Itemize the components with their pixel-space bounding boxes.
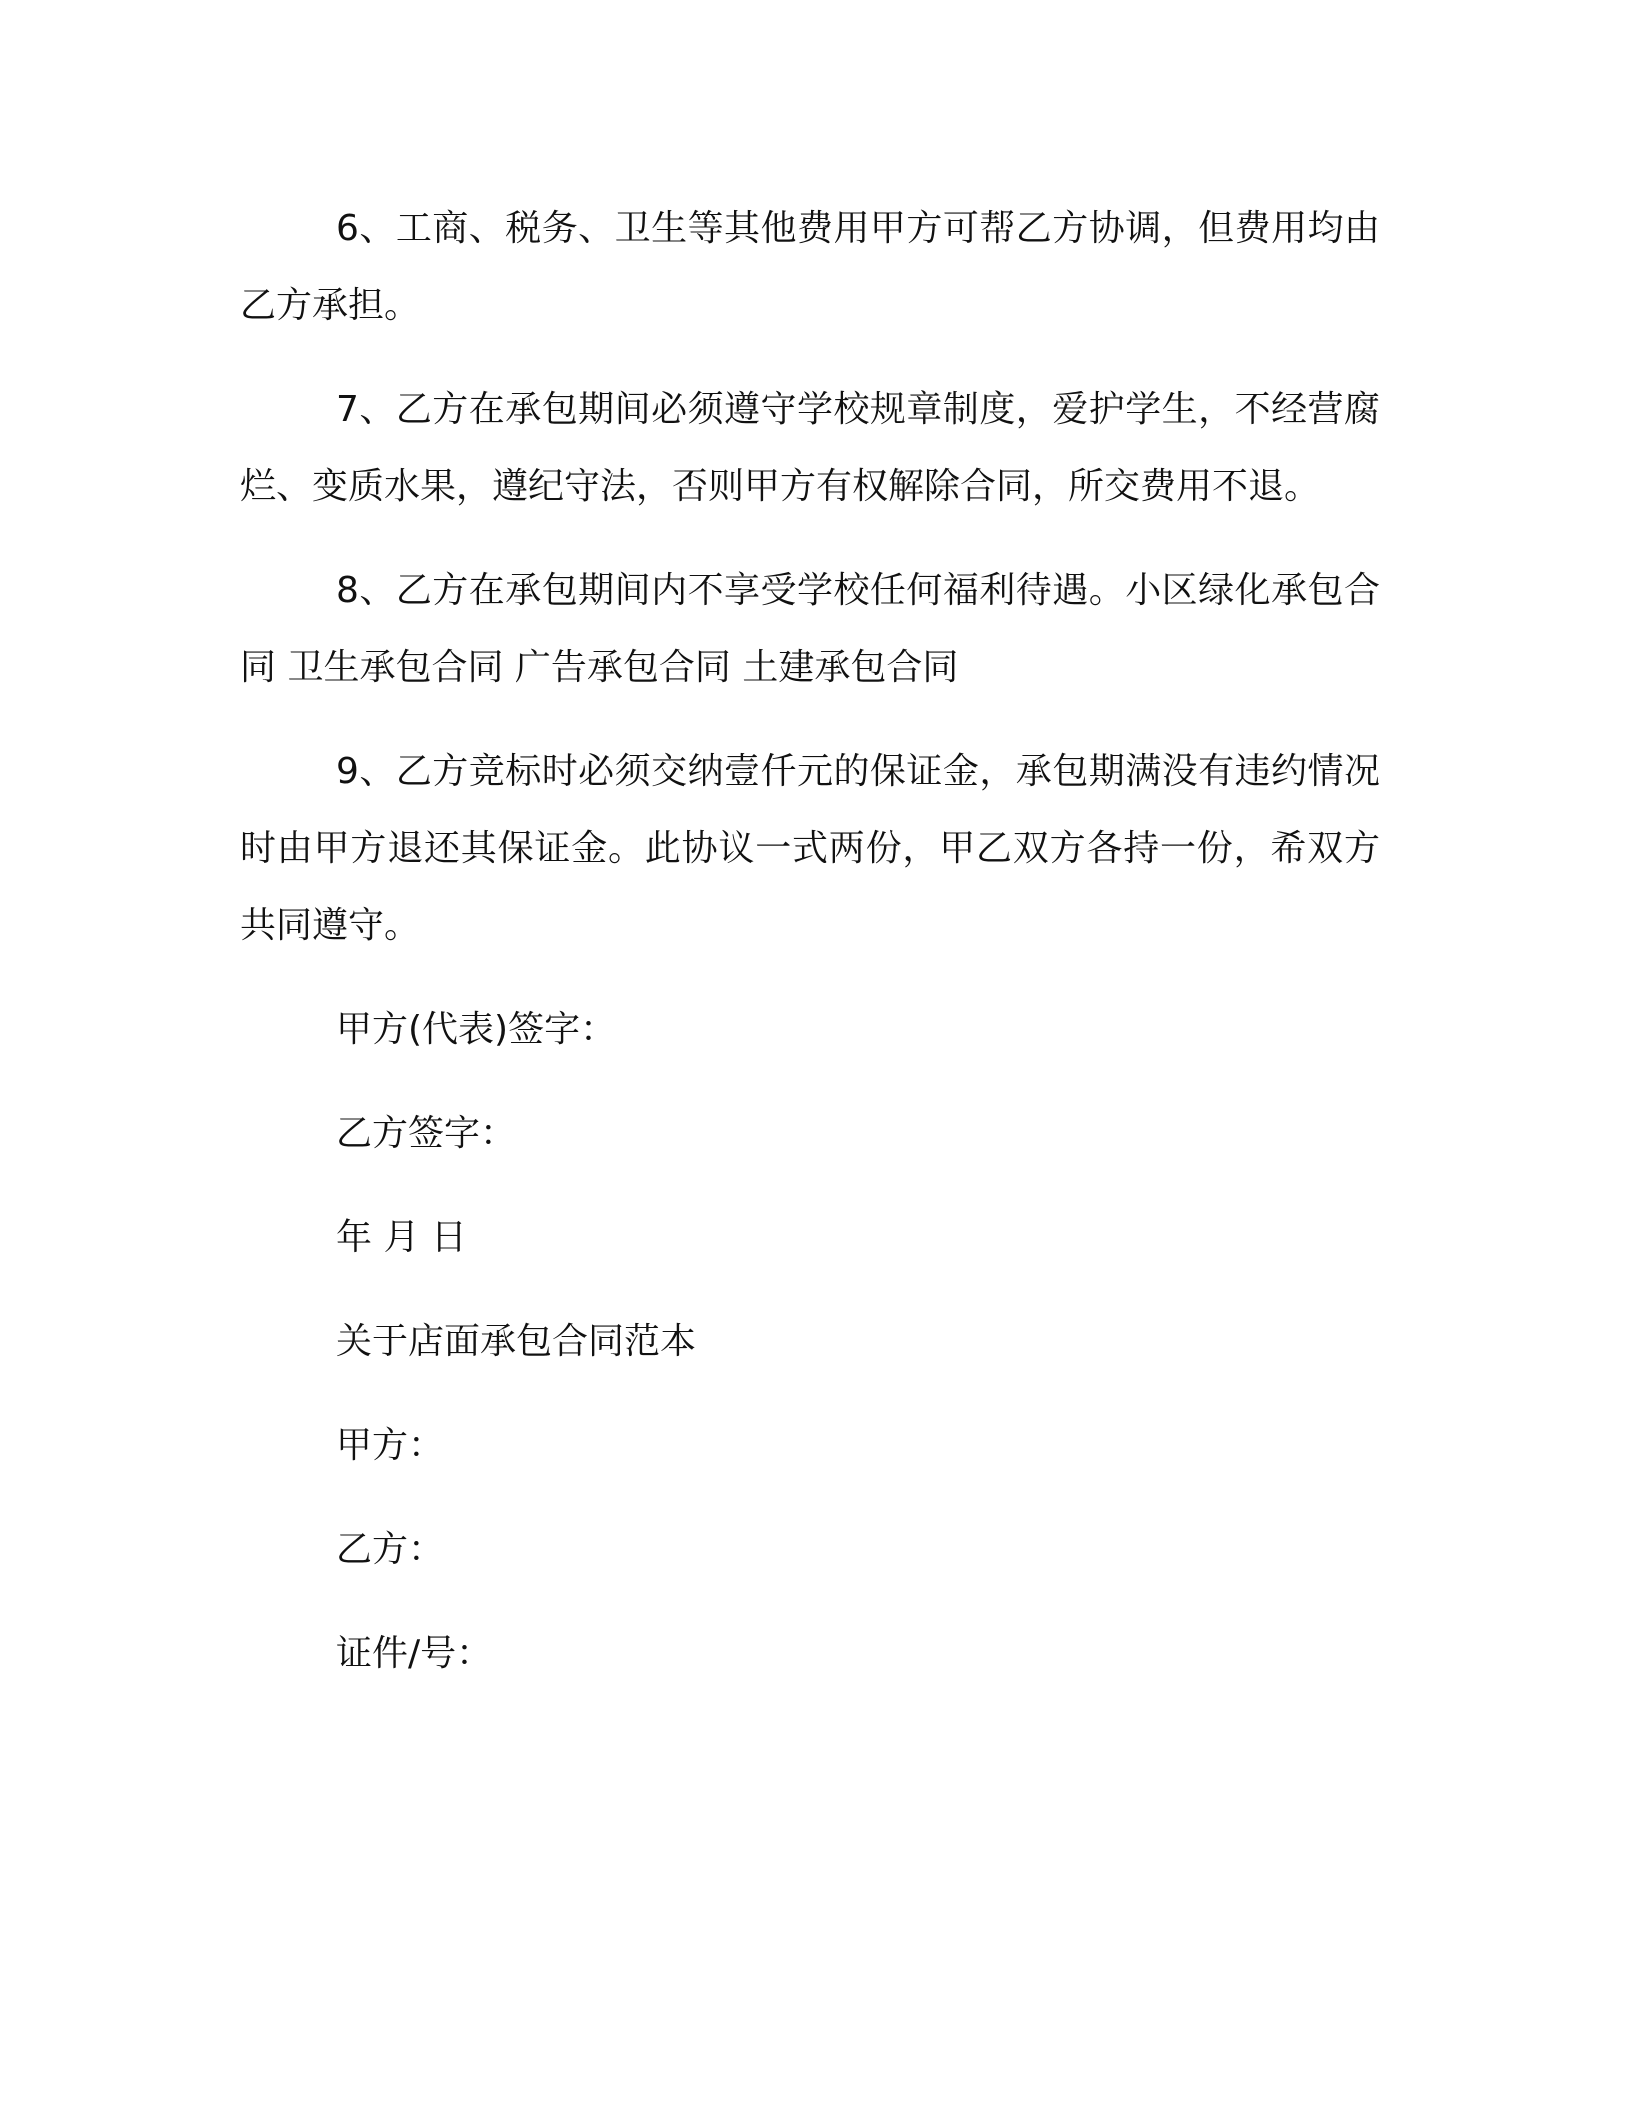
next-document-title: 关于店面承包合同范本 — [336, 1321, 697, 1362]
party-a-label: 甲方： — [336, 1425, 445, 1466]
document-body — [240, 190, 1380, 1692]
clause-6: 6、工商、税务、卫生等其他费用甲方可帮乙方协调，但费用均由乙方承担。 — [240, 208, 1380, 326]
id-number-label: 证件/号： — [336, 1633, 493, 1674]
signature-party-b: 乙方签字： — [336, 1113, 517, 1154]
clause-7: 7、乙方在承包期间必须遵守学校规章制度，爱护学生，不经营腐烂、变质水果，遵纪守法，否则甲方有权解除合同，所交费用不退。 — [240, 389, 1380, 507]
date-line: 年 月 日 — [336, 1217, 467, 1258]
clause-8: 8、乙方在承包期间内不享受学校任何福利待遇。小区绿化承包合同 卫生承包合同 广告承包合同 土建承包合同 — [240, 570, 1380, 688]
signature-party-a: 甲方(代表)签字： — [336, 1009, 617, 1050]
party-b-label: 乙方： — [336, 1529, 445, 1570]
clause-9: 9、乙方竞标时必须交纳壹仟元的保证金，承包期满没有违约情况时由甲方退还其保证金。此协议一式两份，甲乙双方各持一份，希双方共同遵守。 — [240, 751, 1380, 946]
